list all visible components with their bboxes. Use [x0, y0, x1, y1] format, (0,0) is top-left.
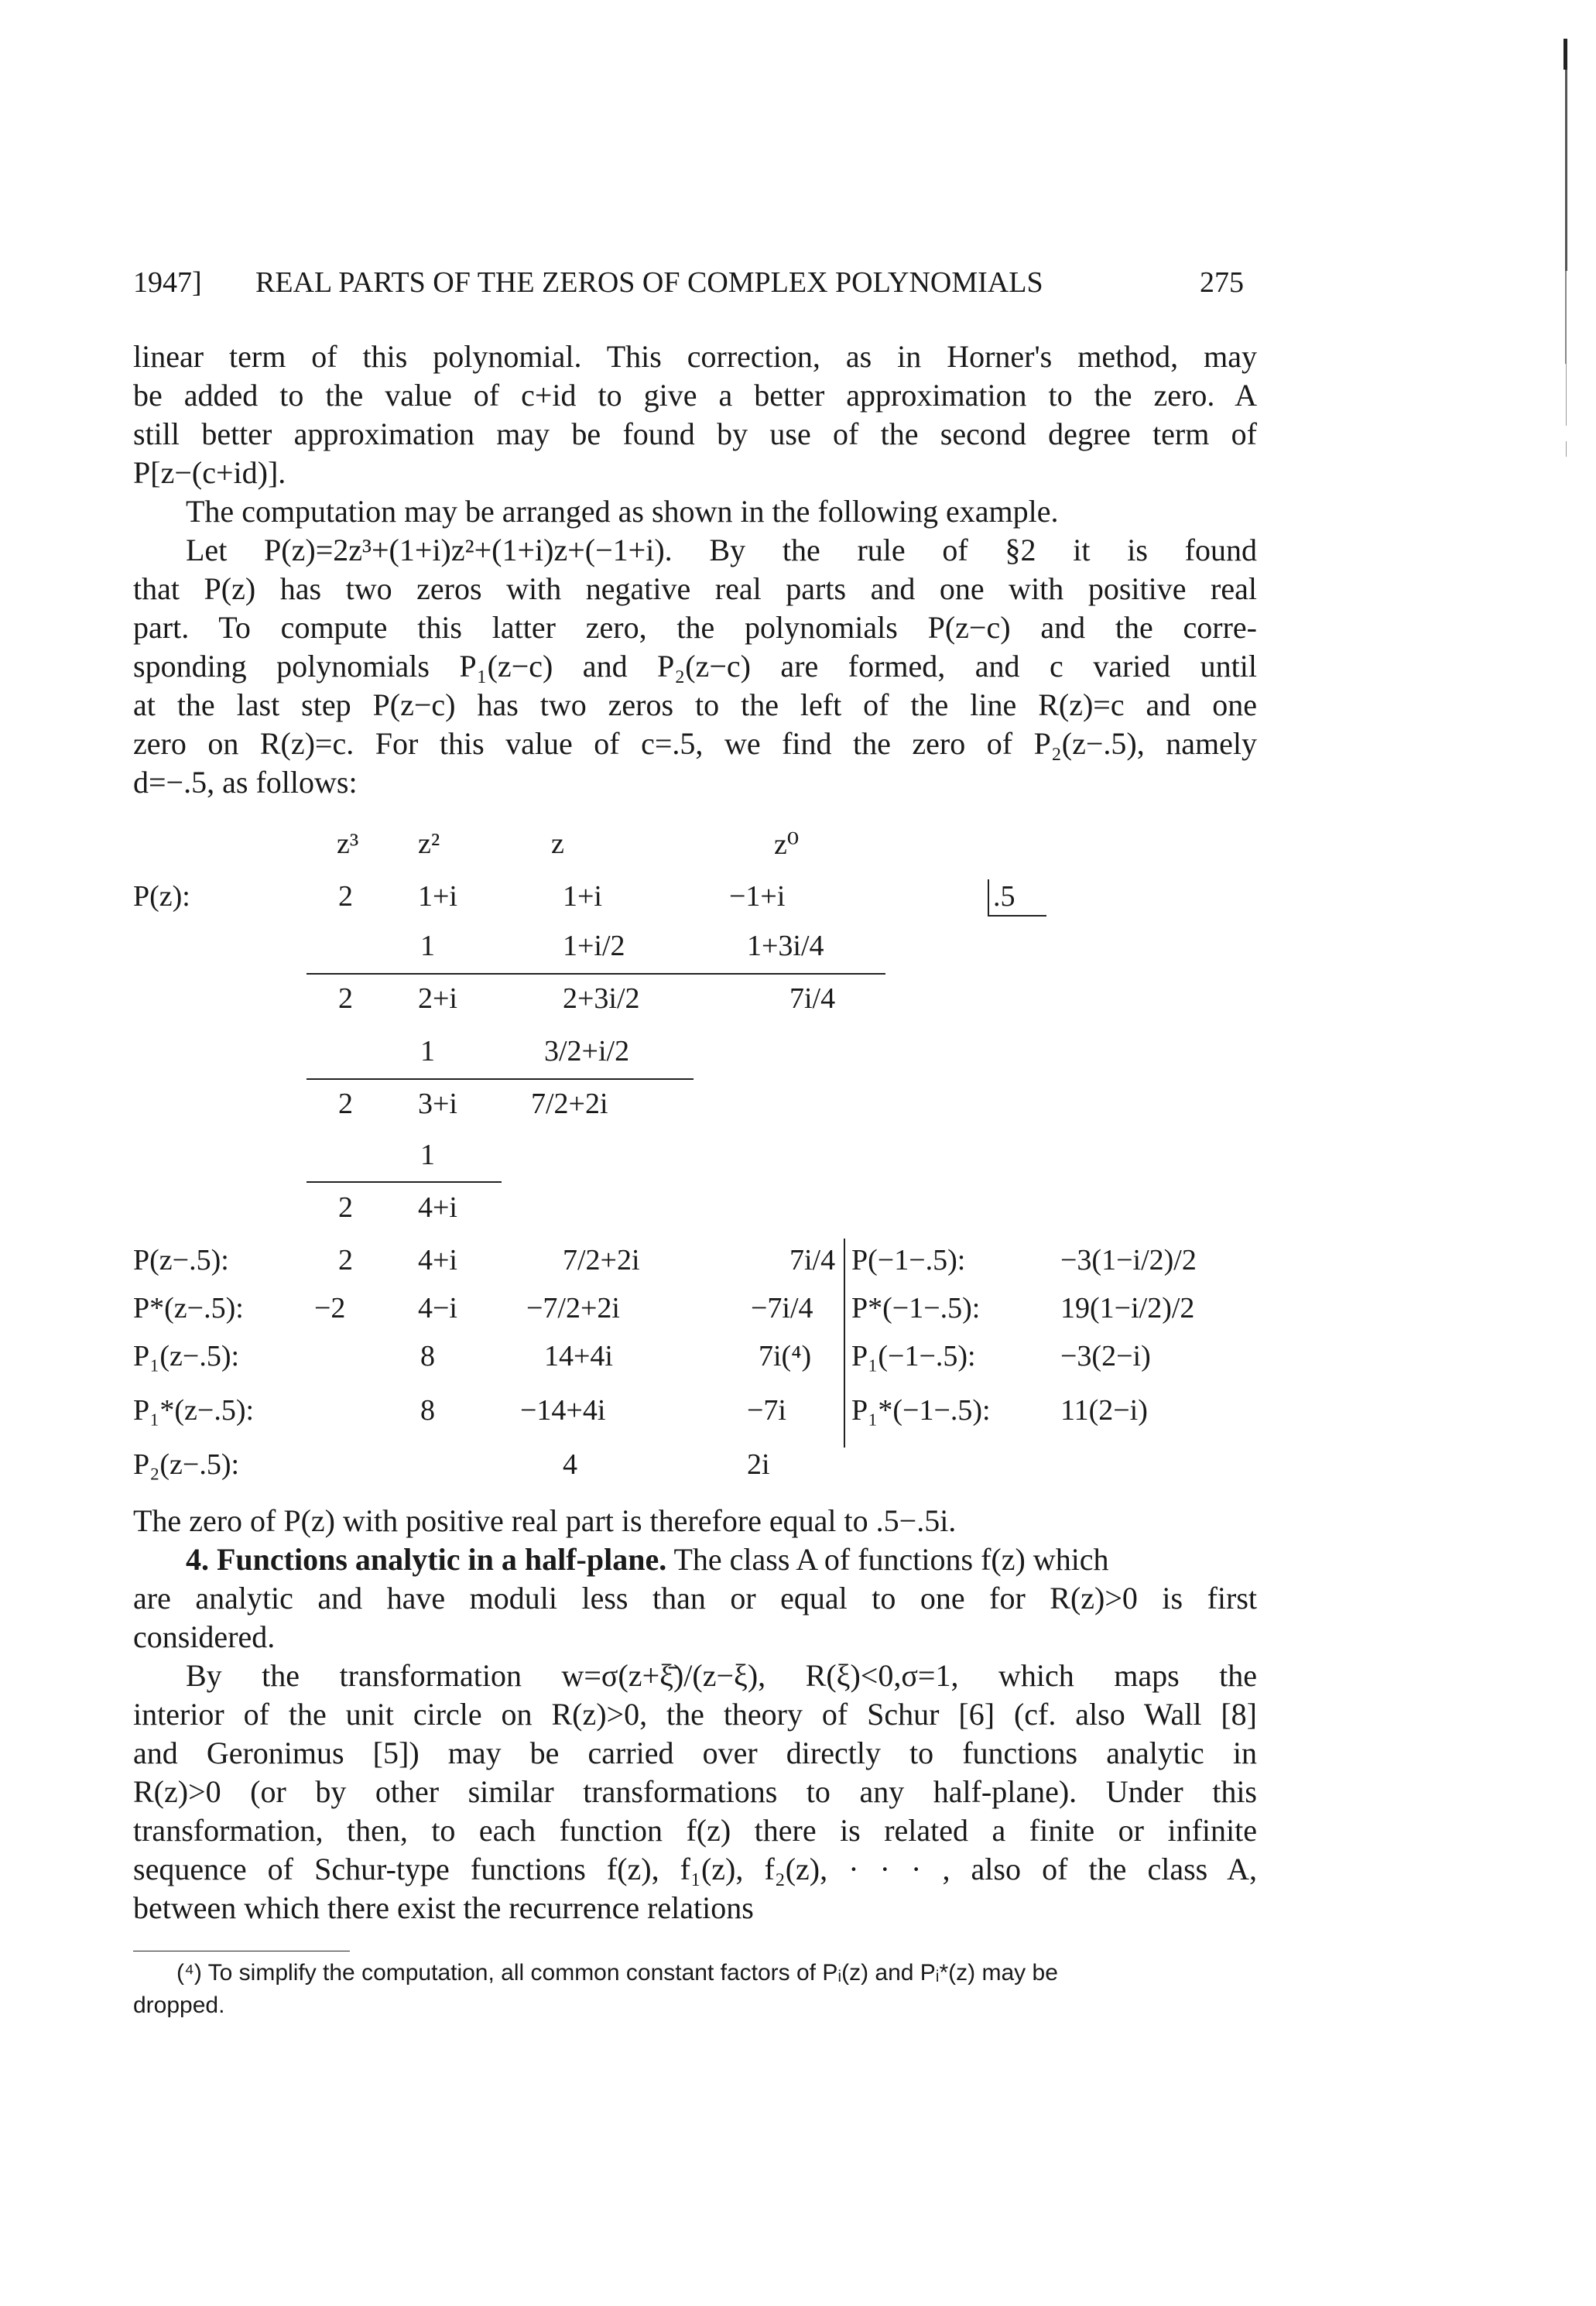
right-value: 19(1−i/2)/2 — [1060, 1292, 1195, 1324]
text-line: P[z−(c+id)]. — [133, 455, 286, 490]
cell: 3+i — [418, 1088, 457, 1120]
cell: 7i/4 — [789, 1244, 836, 1276]
cell: 1+i — [563, 880, 602, 913]
row-label: P(z−.5): — [133, 1244, 229, 1276]
cell: −7i — [747, 1394, 786, 1427]
example-paragraph — [133, 531, 1257, 802]
text-line: part. To compute this latter zero, the polynomials P(z−c) and the corre- — [133, 610, 1257, 645]
cell: 2 — [338, 982, 353, 1015]
cell: 2i — [747, 1448, 770, 1481]
cell: 7i/4 — [789, 982, 836, 1015]
right-label: P₁(−1−.5): — [851, 1340, 976, 1372]
text-line: linear term of this polynomial. This correction, as in Horner's method, may — [133, 339, 1257, 374]
arrangement-paragraph — [133, 492, 1257, 531]
text-line: that P(z) has two zeros with negative real parts and one with positive real — [133, 571, 1257, 606]
text-line: d=−.5, as follows: — [133, 765, 358, 800]
divisor-bracket-vertical — [988, 879, 989, 917]
cell: 3/2+i/2 — [544, 1035, 630, 1067]
text-line: and Geronimus [5]) may be carried over directly to functions analytic in — [133, 1735, 1257, 1770]
cell: 4 — [563, 1448, 577, 1481]
col-header-z: z — [551, 827, 564, 860]
cell: 14+4i — [544, 1340, 613, 1372]
sum-rule — [307, 1078, 694, 1080]
text-line: interior of the unit circle on R(z)>0, the theory of Schur [6] (cf. also Wall [8] — [133, 1697, 1257, 1732]
cell: 2 — [338, 1191, 353, 1224]
section-heading: 4. Functions analytic in a half-plane. — [186, 1542, 667, 1577]
transformation-paragraph — [133, 1657, 1257, 1927]
section-first-line — [133, 1540, 1257, 1579]
header-year: 1947] — [133, 266, 202, 299]
cell: 4−i — [418, 1292, 457, 1324]
cell: 4+i — [418, 1244, 457, 1276]
cell: 7i(⁴) — [759, 1340, 812, 1372]
section-paragraph — [133, 1540, 1257, 1657]
cell: −14+4i — [520, 1394, 606, 1427]
text-line: R(z)>0 (or by other similar transformations to any half-plane). Under this — [133, 1774, 1257, 1809]
text-line: The computation may be arranged as shown in the following example. — [186, 494, 1059, 529]
footnote-line: (⁴) To simplify the computation, all common constant factors of Pᵢ(z) and Pᵢ*(z) may be — [176, 1960, 1058, 1986]
right-value: −3(1−i/2)/2 — [1060, 1244, 1197, 1276]
cell: 1 — [420, 1035, 435, 1067]
col-header-z3: z³ — [337, 827, 359, 860]
cell: 2 — [338, 1088, 353, 1120]
cell: 7/2+2i — [531, 1088, 608, 1120]
text-line: The zero of P(z) with positive real part is therefore equal to .5−.5i. — [133, 1503, 957, 1538]
right-label: P*(−1−.5): — [851, 1292, 981, 1324]
right-value: −3(2−i) — [1060, 1340, 1151, 1372]
text-line: sponding polynomials P₁(z−c) and P₂(z−c) are formed, and c varied until — [133, 649, 1257, 684]
row-label: P₂(z−.5): — [133, 1448, 240, 1481]
intro-paragraph — [133, 338, 1257, 492]
sum-rule — [307, 973, 885, 975]
running-title: REAL PARTS OF THE ZEROS OF COMPLEX POLYNOMIALS — [255, 266, 1043, 299]
cell: 1+3i/4 — [747, 930, 824, 962]
col-header-z2: z² — [418, 827, 440, 860]
sum-rule — [307, 1181, 502, 1183]
text-line: The class A of functions f(z) which — [673, 1542, 1109, 1577]
text-line: transformation, then, to each function f(z) there is related a finite or infinite — [133, 1813, 1257, 1848]
right-value: 11(2−i) — [1060, 1394, 1148, 1427]
cell: 4+i — [418, 1191, 457, 1224]
text-line: sequence of Schur-type functions f(z), f₁(z), f₂(z), · · · , also of the class A, — [133, 1852, 1257, 1886]
cell: 1 — [420, 930, 435, 962]
right-label: P(−1−.5): — [851, 1244, 966, 1276]
table-divider — [844, 1239, 845, 1448]
row-label: P₁(z−.5): — [133, 1340, 240, 1372]
text-line: between which there exist the recurrence relations — [133, 1890, 754, 1925]
page-number: 275 — [1200, 266, 1244, 299]
cell: −7/2+2i — [526, 1292, 620, 1324]
text-line: By the transformation w=σ(z+ξ̄)/(z−ξ), R(ξ)<0,σ=1, which maps the — [186, 1658, 1257, 1693]
footnote-line: dropped. — [133, 1992, 225, 2018]
cell: 1+i/2 — [563, 930, 625, 962]
text-line: Let P(z)=2z³+(1+i)z²+(1+i)z+(−1+i). By the rule of §2 it is found — [186, 533, 1257, 567]
divisor-value: .5 — [993, 880, 1015, 913]
divisor-bracket-horizontal — [988, 915, 1046, 917]
cell: 8 — [420, 1340, 435, 1372]
col-header-z0: z⁰ — [774, 828, 800, 861]
text-line: are analytic and have moduli less than or equal to one for R(z)>0 is first — [133, 1581, 1257, 1616]
cell: 2 — [338, 880, 353, 913]
row-label: P₁*(z−.5): — [133, 1394, 255, 1427]
scan-edge-artifact — [1562, 39, 1570, 488]
text-line: be added to the value of c+id to give a better approximation to the zero. A — [133, 378, 1257, 413]
text-line: zero on R(z)=c. For this value of c=.5, we find the zero of P₂(z−.5), namely — [133, 726, 1257, 761]
cell: 2+i — [418, 982, 457, 1015]
cell: 1+i — [418, 880, 457, 913]
cell: −7i/4 — [751, 1292, 813, 1324]
cell: 8 — [420, 1394, 435, 1427]
cell: 1 — [420, 1139, 435, 1171]
cell: −2 — [314, 1292, 346, 1324]
text-line: at the last step P(z−c) has two zeros to the left of the line R(z)=c and one — [133, 687, 1257, 722]
cell: 2+3i/2 — [563, 982, 640, 1015]
text-line: considered. — [133, 1619, 276, 1654]
cell: 2 — [338, 1244, 353, 1276]
cell: −1+i — [729, 880, 786, 913]
text-line: still better approximation may be found by use of the second degree term of — [133, 416, 1257, 451]
cell: 7/2+2i — [563, 1244, 640, 1276]
footnote — [133, 1957, 1257, 2022]
row-label-pz: P(z): — [133, 880, 190, 913]
right-label: P₁*(−1−.5): — [851, 1394, 991, 1427]
row-label: P*(z−.5): — [133, 1292, 244, 1324]
conclusion-paragraph — [133, 1502, 1257, 1540]
